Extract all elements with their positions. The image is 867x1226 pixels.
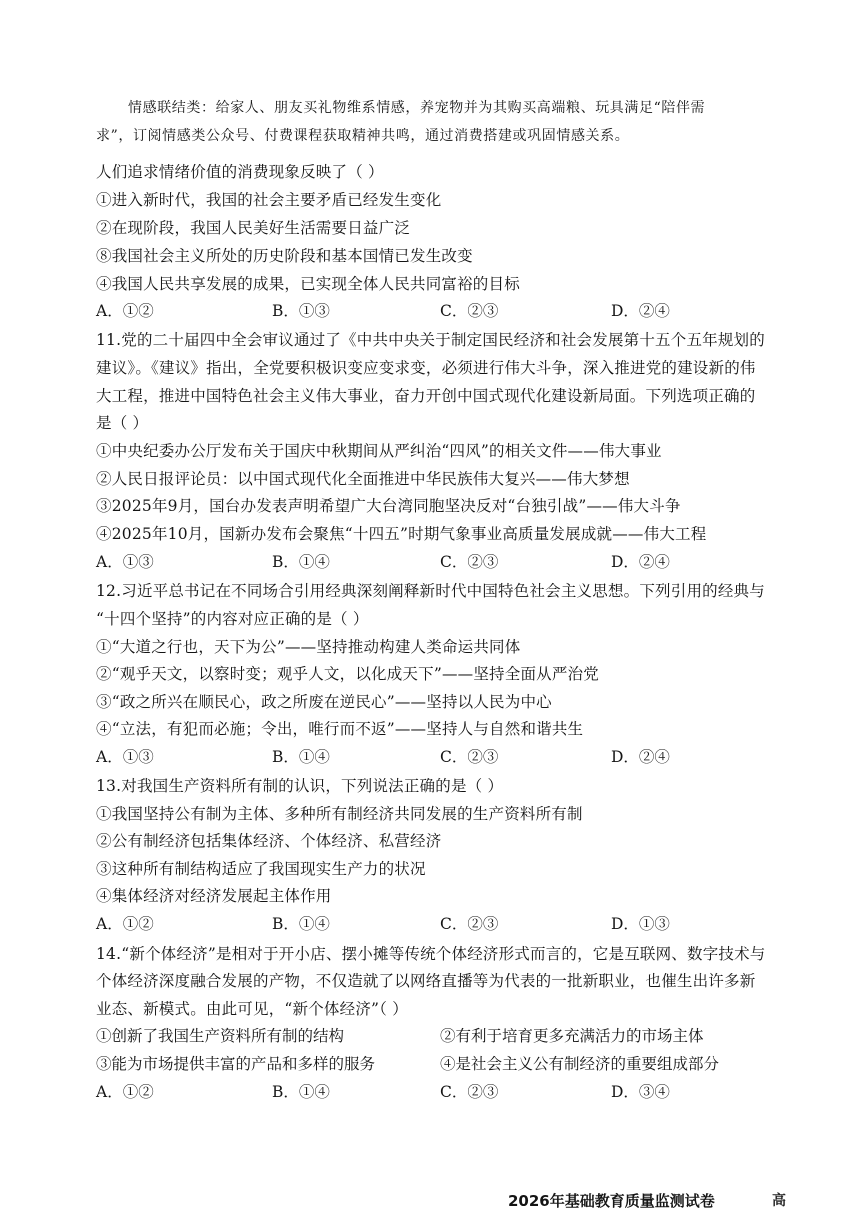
q13-item-4: ④集体经济对经济发展起主体作用	[96, 887, 332, 905]
q12-option-c: C．②③	[440, 748, 499, 766]
q14-items-row-1	[96, 1022, 777, 1050]
q14-stem-2: 个体经济深度融合发展的产物，不仅造就了以网络直播等为代表的一批新职业，也催生出许多新	[96, 972, 756, 990]
q11-options	[96, 548, 777, 576]
q12-option-a: A．①③	[96, 748, 154, 766]
q11-item-4: ④2025年10月，国新办发布会聚焦“十四五”时期气象事业高质量发展成就——伟大工程	[96, 525, 707, 543]
q13-item-2: ②公有制经济包括集体经济、个体经济、私营经济	[96, 832, 442, 850]
q13-options	[96, 910, 777, 938]
q14-option-c: C．②③	[440, 1083, 499, 1101]
q11-item-2: ②人民日报评论员：以中国式现代化全面推进中华民族伟大复兴——伟大梦想	[96, 470, 630, 488]
q11-item-3: ③2025年9月，国台办发表声明希望广大台湾同胞坚决反对“台独引战”——伟大斗争	[96, 497, 681, 515]
q10-option-a: A．①②	[96, 302, 154, 320]
q13-option-a: A．①②	[96, 915, 154, 933]
q14-stem-3: 业态、新模式。由此可见，“新个体经济”（ ）	[96, 1000, 408, 1018]
q10-item-3: ⑧我国社会主义所处的历史阶段和基本国情已发生改变	[96, 247, 473, 265]
q11-item-1: ①中央纪委办公厅发布关于国庆中秋期间从严纠治“四风”的相关文件——伟大事业	[96, 442, 662, 460]
q14-item-4: ④是社会主义公有制经济的重要组成部分	[440, 1055, 720, 1073]
q10-item-4: ④我国人民共享发展的成果，已实现全体人民共同富裕的目标	[96, 275, 520, 293]
q13-item-1: ①我国坚持公有制为主体、多种所有制经济共同发展的生产资料所有制	[96, 805, 583, 823]
q11-stem-1: 11.党的二十届四中全会审议通过了《中共中央关于制定国民经济和社会发展第十五个五年规划的	[96, 331, 765, 349]
intro-line-2: 求”，订阅情感类公众号、付费课程获取精神共鸣，通过消费搭建或巩固情感关系。	[96, 128, 630, 144]
q10-option-c: C．②③	[440, 302, 499, 320]
q10-options	[96, 297, 777, 325]
q14-option-a: A．①②	[96, 1083, 154, 1101]
q10-item-2: ②在现阶段，我国人民美好生活需要日益广泛	[96, 219, 411, 237]
q14-options	[96, 1078, 777, 1106]
q11-option-c: C．②③	[440, 553, 499, 571]
q12-item-4: ④“立法，有犯而必施；令出，唯行而不返”——坚持人与自然和谐共生	[96, 720, 584, 738]
q11-option-d: D．②④	[611, 553, 670, 571]
q12-stem-1: 12.习近平总书记在不同场合引用经典深刻阐释新时代中国特色社会主义思想。下列引用的经典与	[96, 582, 765, 600]
q11-stem-4: 是（ ）	[96, 414, 149, 432]
q14-item-3: ③能为市场提供丰富的产品和多样的服务	[96, 1055, 376, 1073]
q14-item-1: ①创新了我国生产资料所有制的结构	[96, 1027, 345, 1045]
q11-option-b: B．①④	[272, 553, 330, 571]
q11-option-a: A．①③	[96, 553, 154, 571]
q12-item-1: ①“大道之行也，天下为公”——坚持推动构建人类命运共同体	[96, 638, 521, 656]
q13-stem: 13.对我国生产资料所有制的认识，下列说法正确的是（ ）	[96, 777, 504, 795]
q12-item-2: ②“观乎天文，以察时变；观乎人文，以化成天下”——坚持全面从严治党	[96, 665, 599, 683]
q12-options	[96, 743, 777, 771]
q11-stem-2: 建议》。《建议》指出，全党要积极识变应变求变，必须进行伟大斗争，深入推进党的建设新的伟	[96, 359, 756, 377]
q14-option-d: D．③④	[611, 1083, 670, 1101]
footer-corner-mark: 高	[772, 1193, 786, 1209]
q12-stem-2: “十四个坚持”的内容对应正确的是（ ）	[96, 610, 369, 628]
intro-line-1: 情感联结类：给家人、朋友买礼物维系情感，养宠物并为其购买高端粮、玩具满足“陪伴需	[128, 100, 706, 116]
q12-option-d: D．②④	[611, 748, 670, 766]
q13-item-3: ③这种所有制结构适应了我国现实生产力的状况	[96, 860, 426, 878]
q14-stem-1: 14.“新个体经济”是相对于开小店、摆小摊等传统个体经济形式而言的，它是互联网、数字技术与	[96, 945, 766, 963]
q10-option-d: D．②④	[611, 302, 670, 320]
q13-option-c: C．②③	[440, 915, 499, 933]
q10-option-b: B．①③	[272, 302, 330, 320]
q12-option-b: B．①④	[272, 748, 330, 766]
footer-title: 2026年基础教育质量监测试卷	[508, 1192, 715, 1210]
q11-stem-3: 大工程，推进中国特色社会主义伟大事业，奋力开创中国式现代化建设新局面。下列选项正确的	[96, 387, 756, 405]
q12-item-3: ③“政之所兴在顺民心，政之所废在逆民心”——坚持以人民为中心	[96, 693, 552, 711]
q14-items-row-2	[96, 1050, 777, 1078]
q10-item-1: ①进入新时代，我国的社会主要矛盾已经发生变化	[96, 191, 442, 209]
q14-item-2: ②有利于培育更多充满活力的市场主体	[440, 1027, 704, 1045]
q13-option-b: B．①④	[272, 915, 330, 933]
q14-option-b: B．①④	[272, 1083, 330, 1101]
q13-option-d: D．①③	[611, 915, 670, 933]
q10-stem: 人们追求情绪价值的消费现象反映了（ ）	[96, 163, 384, 181]
